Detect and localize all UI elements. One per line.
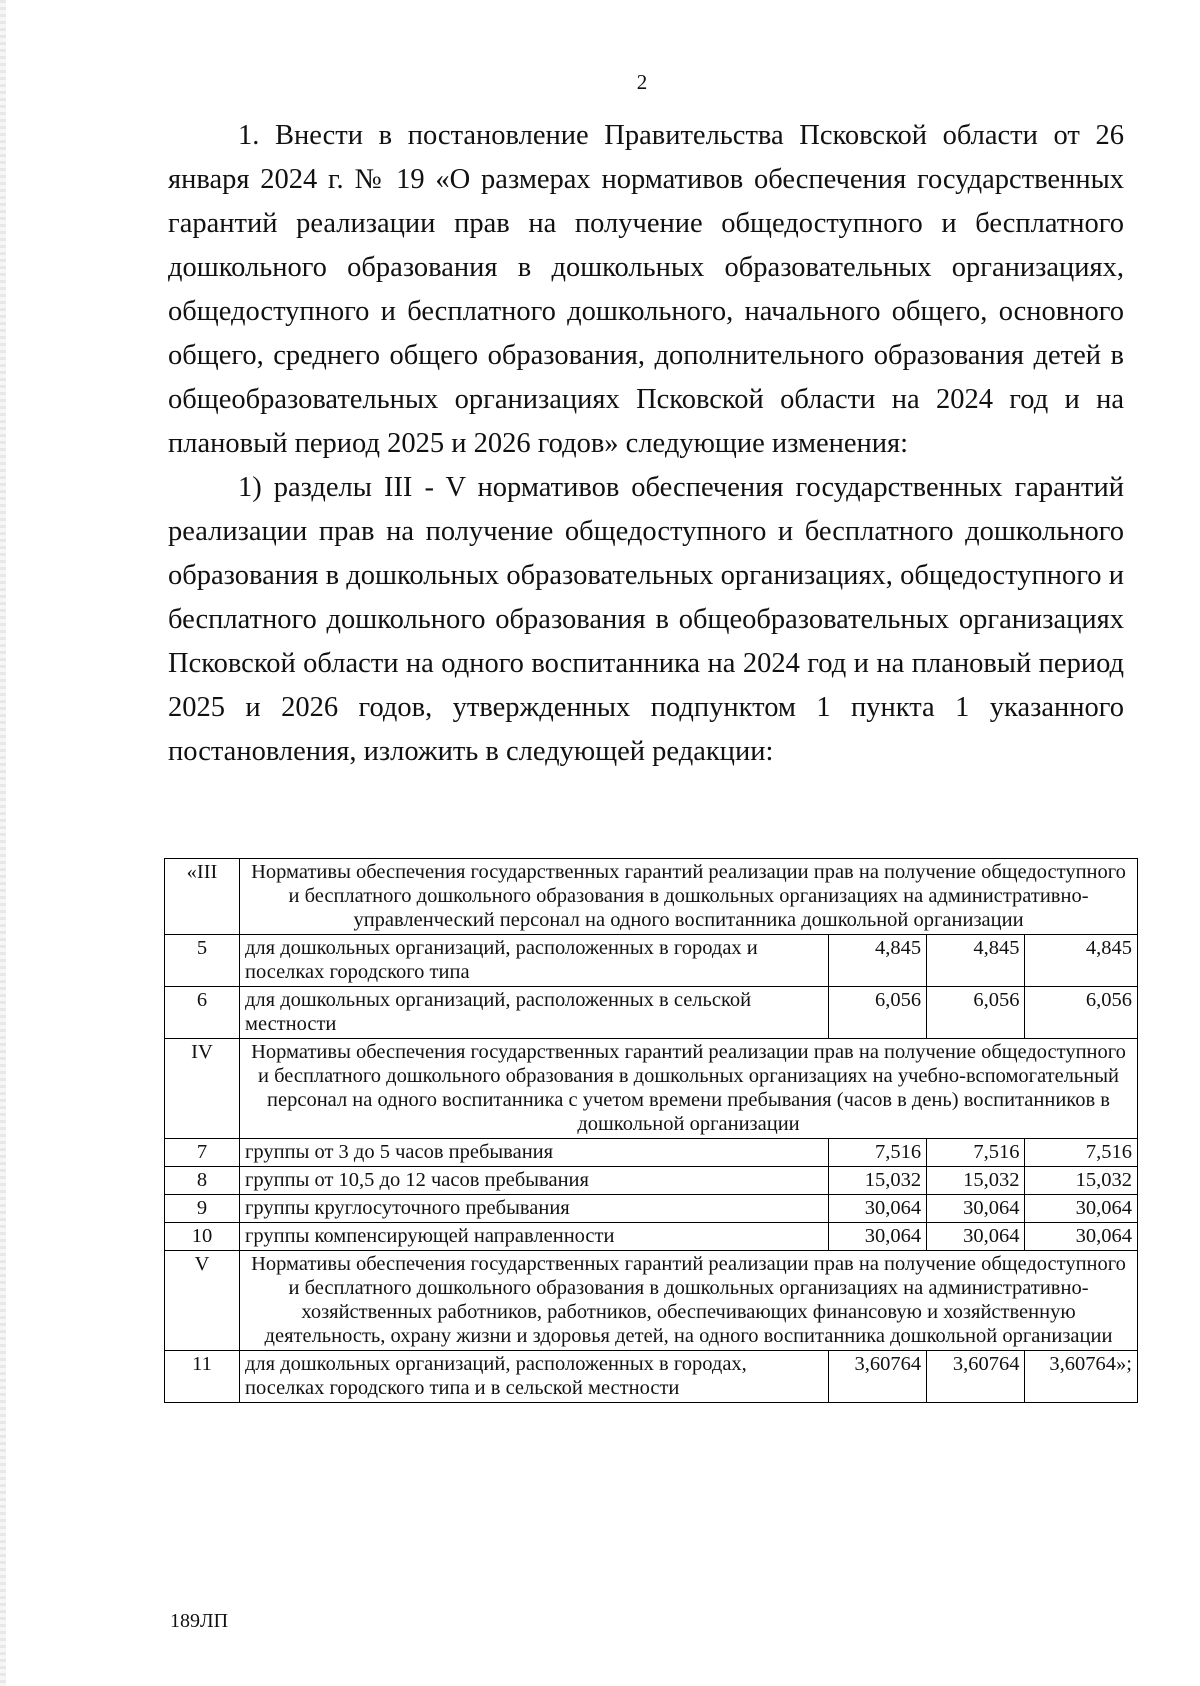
paragraph-amendment: 1. Внести в постановление Правительства Псковской области от 26 января 2024 г. № 19 «О размерах нормативов обеспечения государственных гарантий реализации прав на получение общедоступного и бесплатного дошкольного образования в дошкольных образовательных организациях, общедоступного и бесплатного дошкольного, начального общего, основного общего, среднего общего образования, дополнительного образования детей в общеобразовательных организациях Псковской области на 2024 год и на плановый период 2025 и 2026 годов» следующие изменения:: [168, 120, 1124, 459]
value-2024: 7,516: [828, 1139, 926, 1167]
value-2024: 4,845: [828, 935, 926, 987]
table-section-row: [165, 1039, 1138, 1139]
row-number: 6: [165, 987, 240, 1039]
row-number: 5: [165, 935, 240, 987]
row-label: группы компенсирующей направленности: [240, 1223, 829, 1251]
row-label: группы от 10,5 до 12 часов пребывания: [240, 1167, 829, 1195]
row-label: группы от 3 до 5 часов пребывания: [240, 1139, 829, 1167]
value-2026: 3,60764»;: [1025, 1351, 1138, 1403]
value-2025: 15,032: [927, 1167, 1025, 1195]
value-2025: 30,064: [927, 1195, 1025, 1223]
row-label: для дошкольных организаций, расположенных в городах, поселках городского типа и в сельской местности: [240, 1351, 829, 1403]
table-row: [165, 935, 1138, 987]
section-number: «III: [165, 859, 240, 935]
table-row: [165, 987, 1138, 1039]
document-body: [168, 114, 1124, 774]
value-2024: 30,064: [828, 1223, 926, 1251]
row-number: 9: [165, 1195, 240, 1223]
row-label: для дошкольных организаций, расположенных в городах и поселках городского типа: [240, 935, 829, 987]
document-code: 189ЛП: [170, 1610, 229, 1632]
value-2026: 30,064: [1025, 1195, 1138, 1223]
section-title: Нормативы обеспечения государственных гарантий реализации прав на получение общедоступного и бесплатного дошкольного образования в дошкольных организациях на административно-управленческий персонал на одного воспитанника дошкольной организации: [240, 859, 1138, 935]
page-number: 2: [636, 70, 648, 94]
value-2026: 6,056: [1025, 987, 1138, 1039]
value-2026: 4,845: [1025, 935, 1138, 987]
section-number: V: [165, 1251, 240, 1351]
table-section-row: [165, 859, 1138, 935]
value-2024: 30,064: [828, 1195, 926, 1223]
table-row: [165, 1167, 1138, 1195]
row-number: 8: [165, 1167, 240, 1195]
row-number: 10: [165, 1223, 240, 1251]
section-title: Нормативы обеспечения государственных гарантий реализации прав на получение общедоступного и бесплатного дошкольного образования в дошкольных организациях на административно-хозяйственных работников, работников, обеспечивающих финансовую и хозяйственную деятельность, охрану жизни и здоровья детей, на одного воспитанника дошкольной организации: [240, 1251, 1138, 1351]
value-2025: 4,845: [927, 935, 1025, 987]
value-2026: 7,516: [1025, 1139, 1138, 1167]
table-section-row: [165, 1251, 1138, 1351]
section-title: Нормативы обеспечения государственных гарантий реализации прав на получение общедоступного и бесплатного дошкольного образования в дошкольных организациях на учебно-вспомогательный персонал на одного воспитанника с учетом времени пребывания (часов в день) воспитанников в дошкольной организации: [240, 1039, 1138, 1139]
value-2026: 15,032: [1025, 1167, 1138, 1195]
scan-edge: [0, 0, 6, 1686]
section-number: IV: [165, 1039, 240, 1139]
row-label: группы круглосуточного пребывания: [240, 1195, 829, 1223]
value-2024: 15,032: [828, 1167, 926, 1195]
row-number: 11: [165, 1351, 240, 1403]
row-label: для дошкольных организаций, расположенных в сельской местности: [240, 987, 829, 1039]
table-row: [165, 1351, 1138, 1403]
value-2024: 6,056: [828, 987, 926, 1039]
value-2026: 30,064: [1025, 1223, 1138, 1251]
value-2024: 3,60764: [828, 1351, 926, 1403]
table-row: [165, 1139, 1138, 1167]
paragraph-subitem-1: 1) разделы III - V нормативов обеспечения государственных гарантий реализации прав на получение общедоступного и бесплатного дошкольного образования в дошкольных образовательных организациях, общедоступного и бесплатного дошкольного образования в общеобразовательных организациях Псковской области на одного воспитанника на 2024 год и на плановый период 2025 и 2026 годов, утвержденных подпунктом 1 пункта 1 указанного постановления, изложить в следующей редакции:: [168, 472, 1124, 767]
value-2025: 3,60764: [927, 1351, 1025, 1403]
value-2025: 6,056: [927, 987, 1025, 1039]
value-2025: 30,064: [927, 1223, 1025, 1251]
value-2025: 7,516: [927, 1139, 1025, 1167]
table-row: [165, 1195, 1138, 1223]
table-row: [165, 1223, 1138, 1251]
row-number: 7: [165, 1139, 240, 1167]
norms-table: [164, 858, 1138, 1403]
